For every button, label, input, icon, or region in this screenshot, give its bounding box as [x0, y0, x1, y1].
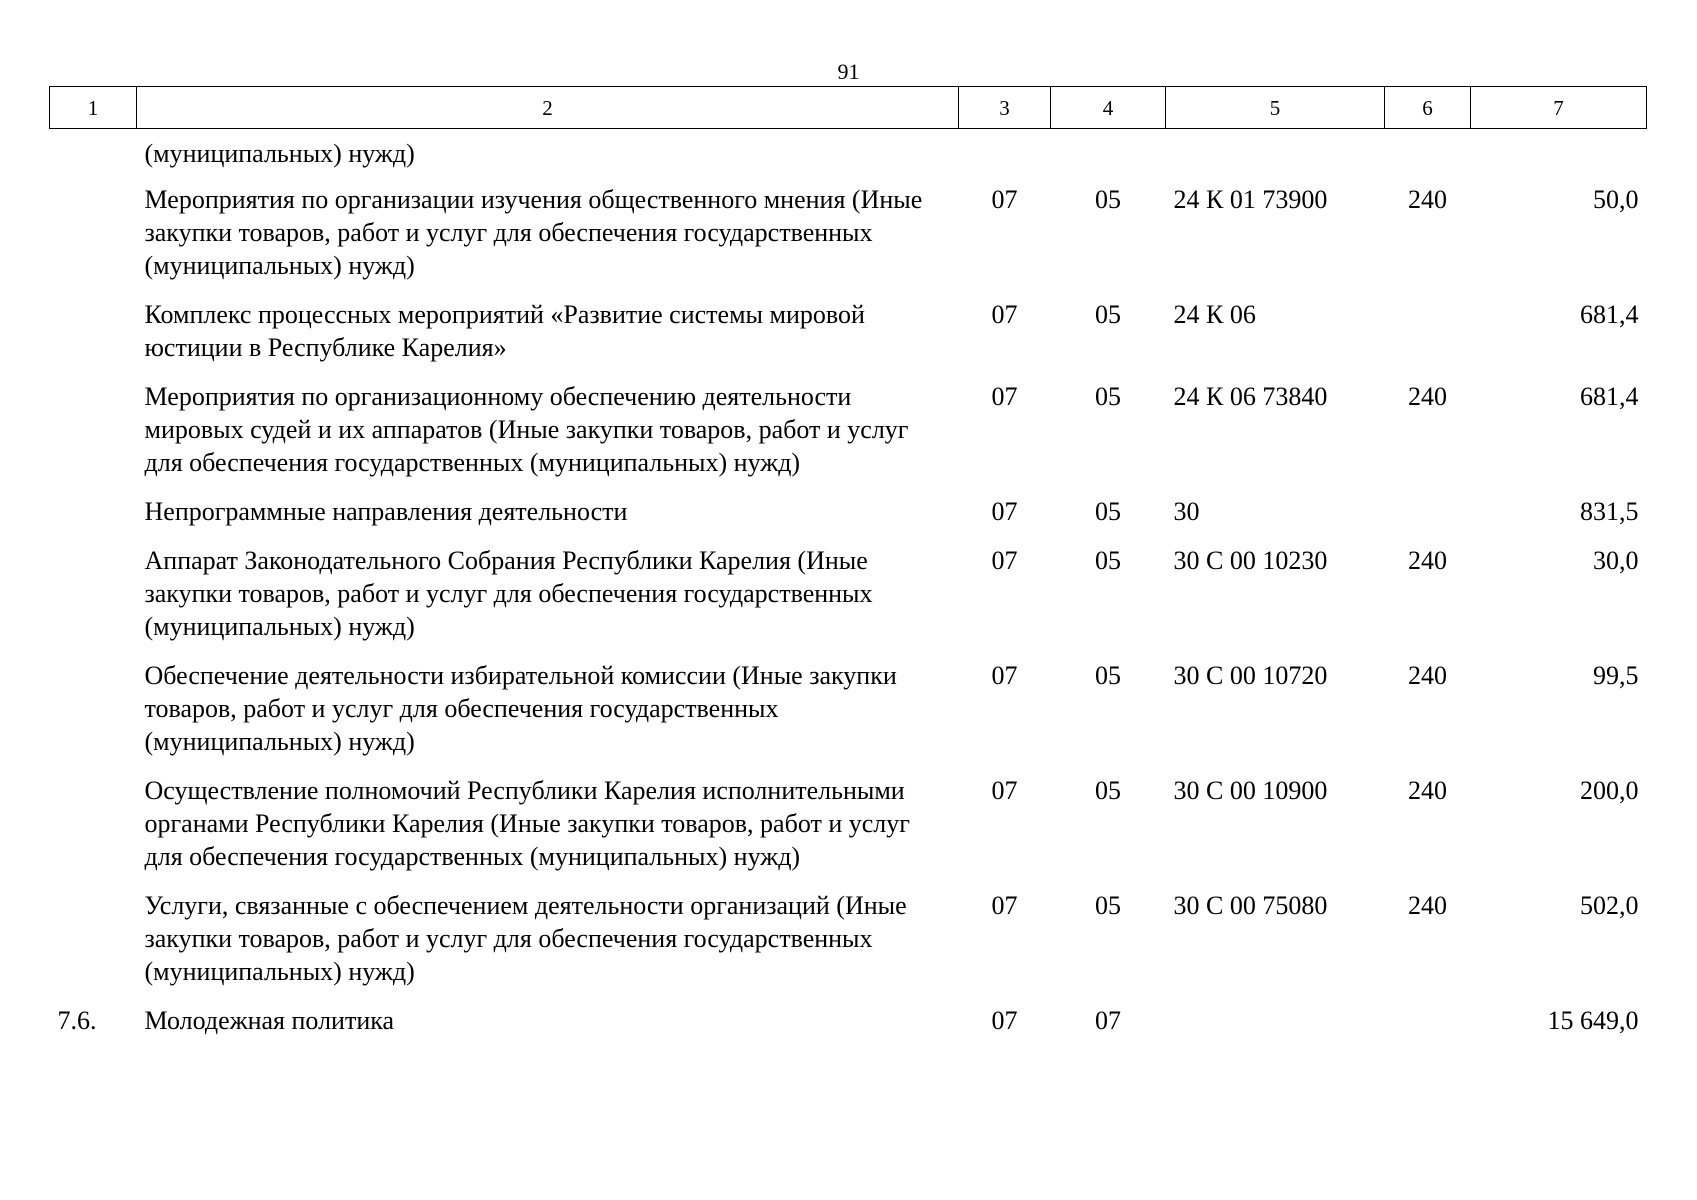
row-name: Непрограммные направления деятельности: [144, 497, 628, 526]
row-number: [50, 129, 137, 184]
header-row: [50, 87, 1647, 129]
row-target-code: 30 С 00 75080: [1173, 891, 1328, 920]
table-row: [50, 659, 1647, 774]
row-expense-type: 240: [1408, 185, 1447, 214]
header-col-5: 5: [1166, 87, 1385, 129]
row-section: 07: [991, 891, 1018, 920]
row-amount: 681,4: [1580, 300, 1639, 329]
table-row: [50, 889, 1647, 1004]
row-subsection: 07: [1095, 1006, 1121, 1035]
row-number: [50, 774, 137, 889]
table-row: [50, 183, 1647, 298]
row-amount: [1471, 129, 1647, 184]
row-expense-type: [1385, 129, 1471, 184]
row-number: [50, 659, 137, 774]
table-row: [50, 380, 1647, 495]
row-number: [50, 495, 137, 544]
row-target-code: 24 К 01 73900: [1173, 185, 1328, 214]
header-col-2: 2: [137, 87, 959, 129]
row-subsection: 05: [1095, 382, 1121, 411]
row-expense-type: [1385, 298, 1471, 380]
row-section: 07: [991, 497, 1018, 526]
row-name: Аппарат Законодательного Собрания Республики Карелия (Иные закупки товаров, работ и услуг для обеспечения государственных (муниципальных) нужд): [144, 546, 873, 641]
row-number: 7.6.: [57, 1006, 97, 1035]
row-expense-type: 240: [1408, 382, 1447, 411]
row-number: [50, 380, 137, 495]
row-expense-type: [1385, 1004, 1471, 1053]
row-section: 07: [991, 185, 1018, 214]
table-row: [50, 544, 1647, 659]
row-number: [50, 183, 137, 298]
row-name: Осуществление полномочий Республики Карелия исполнительными органами Республики Карелия (Иные закупки товаров, работ и услуг для обеспечения государственных (муниципальных) нужд): [144, 776, 910, 871]
row-name: Комплекс процессных мероприятий «Развитие системы мировой юстиции в Республике Карелия»: [144, 300, 865, 362]
row-section: 07: [991, 382, 1018, 411]
row-target-code: 30 С 00 10720: [1173, 661, 1328, 690]
row-section: [959, 129, 1051, 184]
row-expense-type: [1385, 495, 1471, 544]
row-section: 07: [991, 546, 1018, 575]
row-section: 07: [991, 776, 1018, 805]
row-name: Обеспечение деятельности избирательной комиссии (Иные закупки товаров, работ и услуг для обеспечения государственных (муниципальных) нужд): [144, 661, 897, 756]
page-number: 91: [837, 59, 860, 84]
row-subsection: 05: [1095, 776, 1121, 805]
table-header: [50, 87, 1647, 129]
table-row: [50, 129, 1647, 184]
row-target-code: [1166, 1004, 1385, 1053]
row-number: [50, 544, 137, 659]
row-target-code: 30 С 00 10230: [1173, 546, 1328, 575]
header-col-1: 1: [50, 87, 137, 129]
row-amount: 831,5: [1580, 497, 1639, 526]
row-amount: 681,4: [1580, 382, 1639, 411]
row-subsection: [1051, 129, 1166, 184]
row-target-code: 24 К 06 73840: [1173, 382, 1328, 411]
row-target-code: 30: [1173, 497, 1200, 526]
row-amount: 502,0: [1580, 891, 1639, 920]
row-amount: 99,5: [1593, 661, 1639, 690]
table-body: [50, 129, 1647, 1054]
row-subsection: 05: [1095, 185, 1121, 214]
row-target-code: 30 С 00 10900: [1173, 776, 1328, 805]
row-subsection: 05: [1095, 546, 1121, 575]
header-col-4: 4: [1051, 87, 1166, 129]
row-amount: 30,0: [1593, 546, 1639, 575]
row-subsection: 05: [1095, 661, 1121, 690]
row-target-code: [1166, 129, 1385, 184]
row-subsection: 05: [1095, 891, 1121, 920]
header-col-3: 3: [959, 87, 1051, 129]
row-section: 07: [991, 1006, 1018, 1035]
row-subsection: 05: [1095, 497, 1121, 526]
row-section: 07: [991, 661, 1018, 690]
row-number: [50, 889, 137, 1004]
row-amount: 50,0: [1593, 185, 1639, 214]
row-name: Мероприятия по организации изучения общественного мнения (Иные закупки товаров, работ и услуг для обеспечения государственных (муниципальных) нужд): [144, 185, 923, 280]
row-name: Мероприятия по организационному обеспечению деятельности мировых судей и их аппаратов (Иные закупки товаров, работ и услуг для обеспечения государственных (муниципальных) нужд): [144, 382, 909, 477]
row-name: (муниципальных) нужд): [144, 139, 415, 168]
row-expense-type: 240: [1408, 891, 1447, 920]
row-section: 07: [991, 300, 1018, 329]
table-row: [50, 1004, 1647, 1053]
header-col-7: 7: [1471, 87, 1647, 129]
row-expense-type: 240: [1408, 546, 1447, 575]
table-row: [50, 298, 1647, 380]
row-subsection: 05: [1095, 300, 1121, 329]
row-target-code: 24 К 06: [1173, 300, 1256, 329]
row-amount: 15 649,0: [1547, 1006, 1639, 1035]
row-name: Молодежная политика: [144, 1006, 395, 1035]
budget-table: [49, 86, 1647, 1053]
header-col-6: 6: [1385, 87, 1471, 129]
table-row: [50, 495, 1647, 544]
row-expense-type: 240: [1408, 776, 1447, 805]
row-number: [50, 298, 137, 380]
row-amount: 200,0: [1580, 776, 1639, 805]
table-row: [50, 774, 1647, 889]
row-expense-type: 240: [1408, 661, 1447, 690]
row-name: Услуги, связанные с обеспечением деятельности организаций (Иные закупки товаров, работ и услуг для обеспечения государственных (муниципальных) нужд): [144, 891, 907, 986]
